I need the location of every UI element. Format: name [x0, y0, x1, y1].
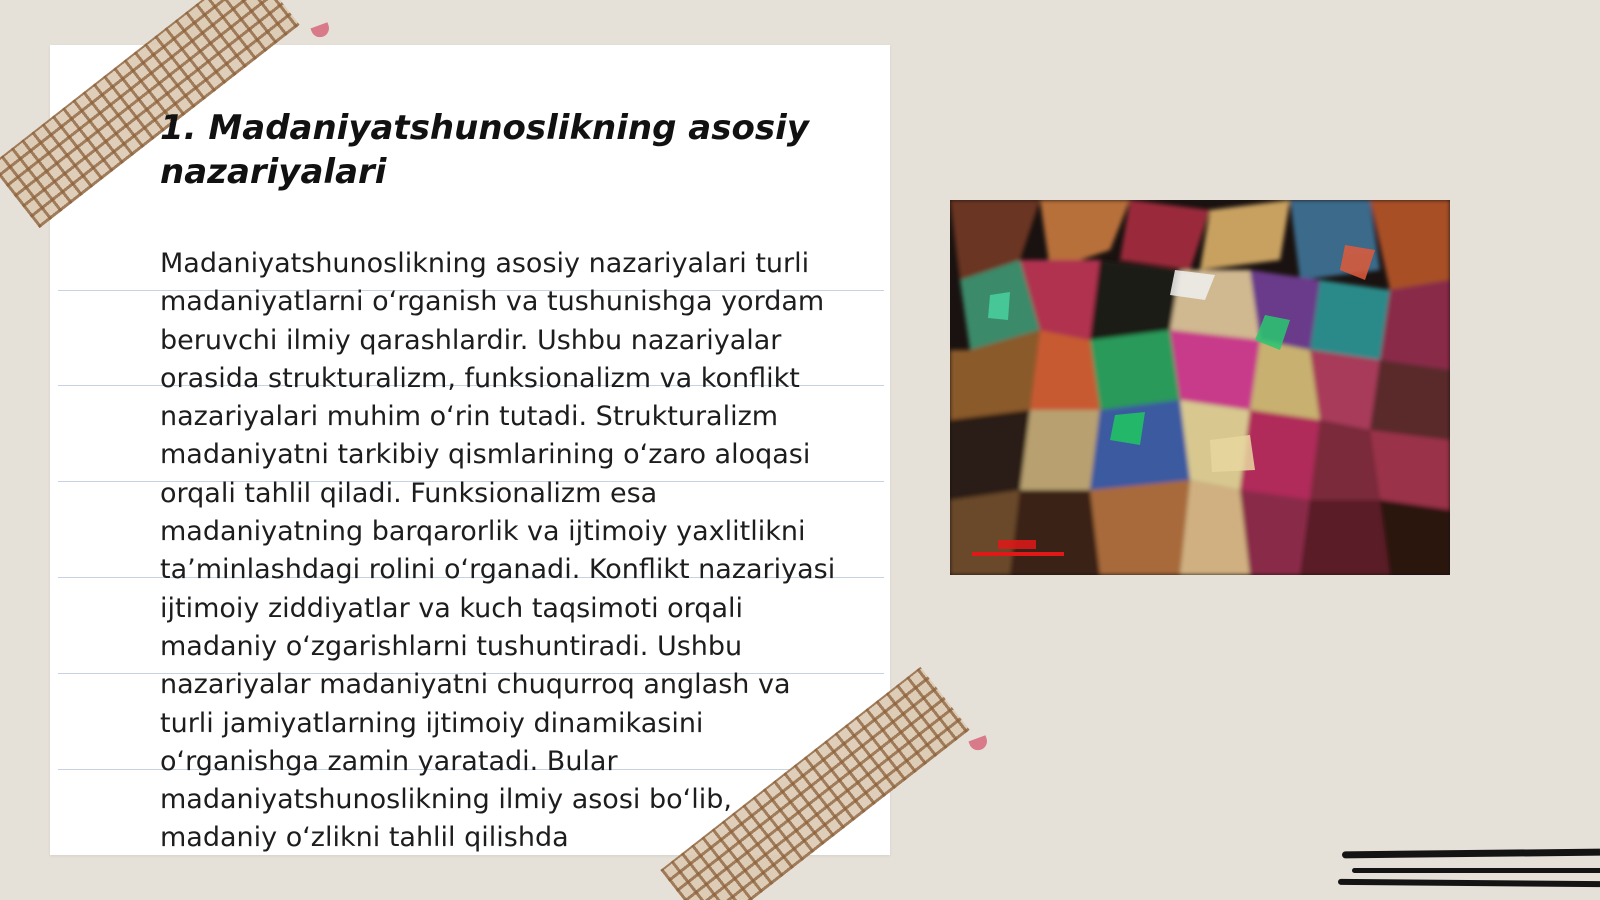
scale-bar-icon — [972, 552, 1064, 556]
brush-stroke-icon — [1352, 868, 1600, 873]
scale-bar-label-icon — [998, 540, 1036, 549]
slide-body-text: Madaniyatshunoslikning asosiy nazariyalari turli madaniyatlarni o‘rganish va tushunishga yordam beruvchi ilmiy qarashlardir. Ushbu nazariyalar orasida strukturalizm, funksionalizm va konflikt nazariyalari muhim o‘rin tutadi. Strukturalizm madaniyatni tarkibiy qismlarining o‘zaro aloqasi orqali tahlil qiladi. Funksionalizm esa madaniyatning barqarorlik va ijtimoiy yaxlitlikni ta’minlashdagi rolini o‘rganadi. Konflikt nazariyasi ijtimoiy ziddiyatlar va kuch taqsimoti orqali madaniy o‘zgarishlarni tushuntiradi. Ushbu nazariyalar madaniyatni chuqurroq anglash va turli jamiyatlarning ijtimoiy dinamikasini o‘rganishga zamin yaratadi. Bular madaniyatshunoslikning ilmiy asosi bo‘lib, madaniy o‘zlikni tahlil qilishda — [160, 248, 836, 854]
micrograph-graphic — [950, 200, 1450, 575]
slide-title: 1. Madaniyatshunoslikning asosiy nazariyalari — [160, 108, 809, 192]
pin-bottom-icon — [968, 735, 989, 752]
mineral-micrograph-image — [950, 200, 1450, 575]
brush-stroke-icon — [1342, 849, 1600, 859]
brush-stroke-icon — [1338, 879, 1600, 887]
pin-top-icon — [310, 22, 331, 39]
